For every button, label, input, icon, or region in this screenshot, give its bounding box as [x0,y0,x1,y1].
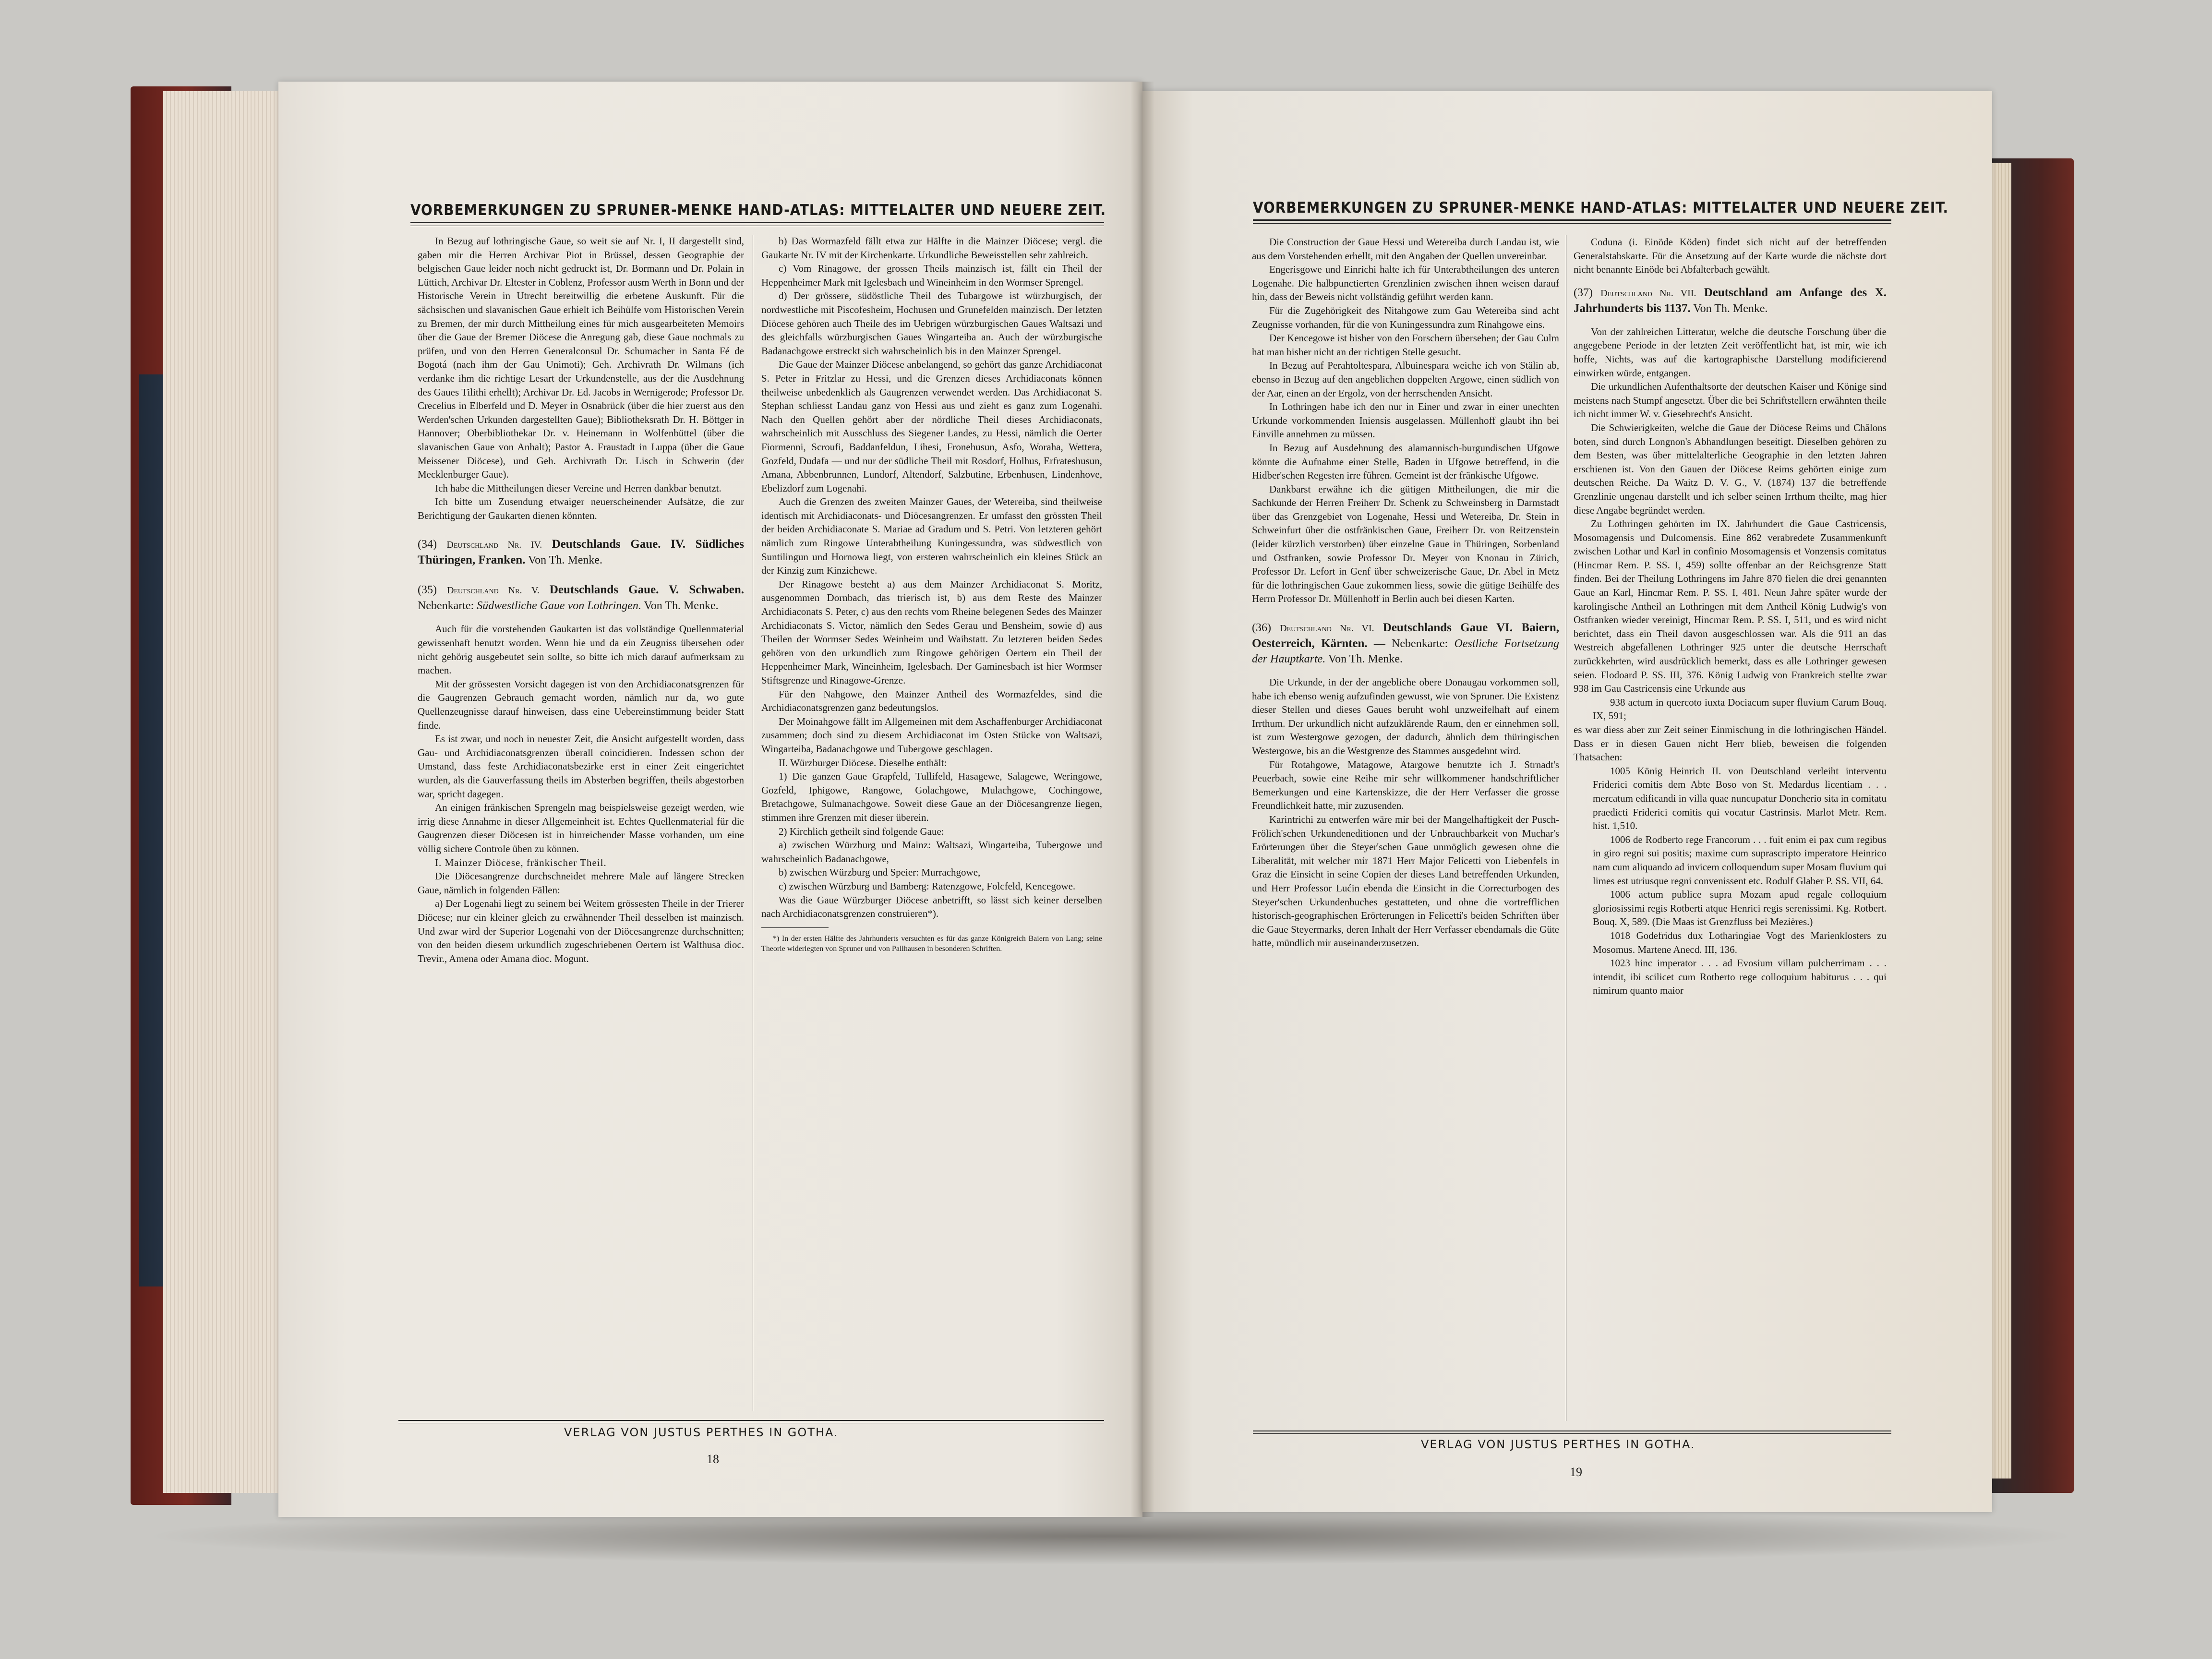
page-header: VORBEMERKUNGEN ZU SPRUNER-MENKE HAND-ATLAS: MITTELALTER UND NEUERE ZEIT. [410,202,1106,219]
left-page [278,82,1142,1517]
footnote-rule [761,927,829,928]
citation: 1023 hinc imperator . . . ad Evosium villam pulcherrimam . . . intendit, ibi scilicet cum Rotberto rege colloquium habiturus . . . qui nimirum quanto maior [1593,957,1887,997]
paragraph: Zu Lothringen gehörten im IX. Jahrhundert die Gaue Castricensis, Mosomagensis und Dulcomensis. Eine 862 verabredete Zusammenkunft zwischen Lothar und Karl in confinio Mosomagensis et Vonzensis comitatus (Hincmar Rem. P. SS. I, 459) sollte offenbar an der Reichsgrenze Statt finden. Bei der Theilung Lothringens im Jahre 870 fielen die drei genannten Gaue an Karl, Hincmar Rem. P. SS. I, 481. Neun Jahre später wurde der karolingische Antheil an Lothringen mit dem Antheil König Ludwig's von Ostfranken wieder vereinigt, Hincmar Rem. P. SS. I, 511, und es wird nicht berichtet, dass ein Theil davon ausgeschlossen war. Als die 911 an das Westreich abgefallenen Lothringer 925 unter die deutsche Herrschaft zurückkehrten, wird ausdrücklich bemerkt, dass es alle Lothringer gewesen seien. Flodoard P. SS. III, 376. König Ludwig von Frankreich stellte zwar 938 im Gau Castricensis eine Urkunde aus [1574,518,1887,695]
section-36-heading: (36) Deutschland Nr. VI. Deutschlands Gaue VI. Baiern, Oesterreich, Kärnten. — Nebenkarte: Oestliche Fortsetzung der Hauptkarte. Von Th. Menke. [1252,621,1559,666]
section-35-body [418,622,744,965]
paragraph: In Bezug auf lothringische Gaue, so weit sie auf Nr. I, II dargestellt sind, gaben mir die Herren Archivar Piot in Brüssel, dessen Geographie der belgischen Gaue leider noch nicht gedruckt ist, Dr. Bormann und Dr. Polain in Lüttich, Archivar Dr. Eltester in Coblenz, Professor ausm Werth in Bonn und der Historische Verein in Utrecht bereitwillig die erbetene Auskunft. Für die sächsischen und slavanischen Gaue erhielt ich Beihülfe vom Historischen Verein zu Bremen, der mir durch Mittheilung eines für mich ausgearbeiteten Memoirs über die Gaue der Bremer Diöcese die Anregung gab, diese Gaue nochmals zu prüfen, und von den Herren Generalconsul Dr. Schumacher in Santa Fé de Bogotá (nach ihm der Gau Unimoti); Geh. Archivrath Dr. Wilmans (ich verdanke ihm die richtige Lesart der Urkundenstelle, aus der die Ausdehnung des Gaues Tilithi erhellt); Archivar Dr. Ed. Jacobs in Wernigerode; Professor Dr. Crecelius in Elberfeld und D. Meyer in Osnabrück (über die hier zuerst aus den Werden'schen Urkunden dargestellten Gaue); Bibliotheksrath Dr. H. Böttger in Hannover; Oberbibliothekar Dr. v. Heinemann in Wolfenbüttel (über die slavanischen Gaue von Anhalt); Pastor A. Fraustadt in Luppa (über die Gaue Meissener Diöcese), und Geh. Archivrath Dr. Lisch in Schwerin (der Mecklenburger Gaue). [418,235,744,481]
paragraph: Für Rotahgowe, Matagowe, Atargowe benutzte ich J. Strnadt's Peuerbach, sowie eine Reihe mir sehr willkommener handschriftlicher Bemerkungen und eine Kartenskizze, die der Herr Verfasser die grosse Freundlichkeit hatte, mir zuzusenden. [1252,758,1559,812]
header-rule [1253,219,1891,221]
paragraph: b) zwischen Würzburg und Speier: Murrachgowe, [779,866,981,878]
paragraph: Was die Gaue Würzburger Diöcese anbetrifft, so lässt sich keiner derselben nach Archidiaconatsgrenzen construieren*). [761,894,1102,920]
paragraph: Auch für die vorstehenden Gaukarten ist das vollständige Quellenmaterial gewissenhaft benutzt worden. Wenn hie und da ein Zeugniss übersehen oder nicht gehörig ausgebeutet sein sollte, so bitte ich mich darauf aufmerksam zu machen. [418,623,744,676]
subheading: I. Mainzer Diöcese, fränkischer Theil. [435,856,607,868]
section-35-heading: (35) Deutschland Nr. V. Deutschlands Gaue. V. Schwaben. Nebenkarte: Südwestliche Gaue von Lothringen. Von Th. Menke. [418,583,744,613]
publisher-footer: VERLAG VON JUSTUS PERTHES IN GOTHA. [564,1426,839,1439]
section-37-author: Von Th. Menke. [1693,302,1768,315]
paragraph: Die Gaue der Mainzer Diöcese anbelangend, so gehört das ganze Archidiaconat S. Peter in Fritzlar zu Hessi, und die Grenzen dieses Archidiaconats können theilweise unbedenklich als Gaugrenzen verwendet werden. Das Archidiaconat S. Stephan schliesst Landau ganz von Hessi aus und zieht es ganz zum Logenahi. Nach den Quellen gehört aber der nördliche Theil dieses Archidiaconats, wahrscheinlich mit Ausschluss des Siegener Landes, zu Hessi, nämlich die Oerter Fiormenni, Scroufi, Baddanfeldun, Lihesi, Fronehusun, Asfo, Woraha, Wettera, Gozfeld, Dudafa — und nur der südliche Theil mit Rosdorf, Holhus, Erfrateshusun, Amana, Abbenbrunnen, Lundorf, Altendorf, Salzbutine, Erbenhusen, Lindenhove, Ebelizdorf zum Logenahi. [761,359,1102,494]
paragraph: 1) Die ganzen Gaue Grapfeld, Tullifeld, Hasagewe, Salagewe, Weringowe, Gozfeld, Iphigowe, Rangowe, Golachgowe, Mulachgowe, Cochingowe, Bretachgowe, Sulmanachgowe. Soweit diese Gaue an der Diöcesangrenze liegen, stimmen ihre Grenzen mit dieser überein. [761,770,1102,823]
column-2 [1574,235,1887,1423]
paragraph: An einigen fränkischen Sprengeln mag beispielsweise gezeigt werden, wie irrig diese Annahme in dieser Allgemeinheit ist. Echtes Quellenmaterial für die Gaugrenzen dieser Diöcesen ist in hinreichender Masse vorhanden, um eine völlig sichere Controle üben zu können. [418,802,744,854]
paragraph: c) zwischen Würzburg und Bamberg: Ratenzgowe, Folcfeld, Kencegowe. [779,880,1076,892]
page-number: 19 [1570,1465,1582,1479]
paragraph: d) Der grössere, südöstliche Theil des Tubargowe ist würzburgisch, der nordwestliche mit Piscofesheim, Hochusen und Grunefelden mainzisch. Der letzten Diöcese gehören auch Theile des im Uebrigen würzburgischen Gaues Waltsazi und des gleichfalls würzburgischen Gaues Wingarteiba an. Auch der würzburgische Badanachgowe erstreckt sich wahrscheinlich bis in den Mainzer Sprengel. [761,290,1102,357]
intro-paragraphs [1252,235,1559,606]
section-37-title: Deutschland am Anfange des X. Jahrhunderts bis 1137. [1574,286,1887,315]
page-edges-left [163,91,298,1493]
paragraph: Die urkundlichen Aufenthaltsorte der deutschen Kaiser und Könige sind meistens nach Stumpf angesetzt. Über die bei Schriftstellern erwähnten theile ich nicht immer W. v. Giesebrecht's Ansicht. [1574,381,1887,420]
intro-paragraphs [418,234,744,522]
paragraph: Die Diöcesangrenze durchschneidet mehrere Male auf längere Strecken Gaue, nämlich in folgenden Fällen: [418,870,744,896]
paragraph: a) Der Logenahi liegt zu seinem bei Weitem grössesten Theile in der Trierer Diöcese; nur ein kleiner gleich zu erwähnender Theil desselben ist mainzisch. Und zwar wird der Superior Logenahi von der Diöcesangrenze durchschnitten; von den beiden diesem urkundlich zugeschriebenen Oertern ist Walthusa dioc. Trevir., Amena oder Amana dioc. Mogunt. [418,898,744,964]
book-gutter [1130,82,1154,1517]
paragraph: Der Kencegowe ist bisher von den Forschern übersehen; der Gau Culm hat man bisher nicht an der richtigen Stelle gesucht. [1252,332,1559,358]
column-1 [1252,235,1559,1426]
footer-rule [398,1420,1104,1421]
citation: 1006 actum publice supra Mozam apud regale colloquium gloriosissimi regis Rotberti atque Henrici regis serenissimi. Kg. Rotbert. Bouq. X, 589. (Die Maas ist Grenzfluss bei Mezières.) [1593,889,1887,928]
paragraph: Die Urkunde, in der der angebliche obere Donaugau vorkommen soll, habe ich ebenso wenig aufzufinden gewusst, wie von Spruner. Die Existenz dieser Stellen und dieses Gaues beruht wohl unzweifelhaft auf einem Irrthum. Der urkundlich nicht aufzuklärende Raum, den er einnehmen soll, ist zum Westergowe gezogen, der dadurch, ähnlich dem thüringischen Westergowe, bis an die Westgrenze des Stammes ausgedehnt wird. [1252,676,1559,757]
header-rule-thin [1253,223,1891,224]
paragraph: Auch die Grenzen des zweiten Mainzer Gaues, der Wetereiba, sind theilweise identisch mit Archidiaconats- und Diöcesangrenzen. Er umfasst den grössten Theil der beiden Archidiaconate S. Mariae ad Gradum und S. Petri. Von letzteren gehört nämlich zum Ringowe Unterabtheilung Kuningessundra, was südwestlich von Suntilingun und Hornowa liegt, von ersteren wahrscheinlich ein kleines Stück an der Kinzig zum Kinzichewe. [761,496,1102,577]
page-header: VORBEMERKUNGEN ZU SPRUNER-MENKE HAND-ATLAS: MITTELALTER UND NEUERE ZEIT. [1253,199,1949,216]
page-number: 18 [707,1452,719,1466]
paragraph: Der Rinagowe besteht a) aus dem Mainzer Archidiaconat S. Moritz, ausgenommen Dornbach, das trierisch ist, b) aus dem Reste des Mainzer Archidiaconats S. Peter, c) aus den rechts vom Rheine belegenen Sedes des Mainzer Archidiaconats S. Victor, nämlich den Sedes Gerau und Bensheim, sowie d) aus Theilen der Wormser Sedes Weinheim und Waibstatt. Zu letzteren beiden Sedes gehören von den urkundlich zum Ringowe gehörigen Oertern ein Theil der Heppenheimer Mark, Wineinheim, Igelesbach. Der Gaminesbach ist hier Wormser Stiftsgrenze und Rinagowe-Grenze. [761,578,1102,686]
paragraph: c) Vom Rinagowe, der grossen Theils mainzisch ist, fällt ein Theil der Heppenheimer Mark mit Igelesbach und Wineinheim in den Wormser Sprengel. [761,263,1102,288]
paragraph: In Bezug auf Perahtoltespara, Albuinespara weiche ich von Stälin ab, ebenso in Bezug auf den angeblichen doppelten Argowe, einen südlich von der Aar, einen an der Ergolz, von der herrschenden Ansicht. [1252,360,1559,399]
footer-rule-thin [1253,1433,1891,1434]
paragraph: Für die Zugehörigkeit des Nitahgowe zum Gau Wetereiba sind acht Zeugnisse vorhanden, für die von Kuningessundra zum Rinahgowe eins. [1252,304,1559,330]
paragraph: Dankbarst erwähne ich die gütigen Mittheilungen, die mir die Sachkunde der Herren Freiherr Dr. Schenk zu Schweinsberg in Darmstadt über das Grenzgebiet von Logenahe, Hessi und Wetereiba, Dr. Stein in Schweinfurt über die ostfränkischen Gaue, Freiherr Dr. von Reitzenstein (leider kürzlich verstorben) über einzelne Gaue in Thüringen, Sorbenland und Ostfranken, sowie Professor Dr. Meyer von Knonau in Zürich, Professor Dr. Lefort in Genf über schweizerische Gaue, Dr. Abel in Metz für die lothringischen Gaue zukommen liess, sowie die gütige Beihülfe des Herrn Professor Dr. Müllenhoff in Berlin auch bei diesen Karten. [1252,483,1559,605]
section-37-heading: (37) Deutschland Nr. VII. Deutschland am Anfange des X. Jahrhunderts bis 1137. Von Th. Menke. [1574,286,1887,315]
section-36-body [1252,675,1559,950]
paragraph: Coduna (i. Einöde Köden) findet sich nicht auf der betreffenden Generalstabskarte. Für die Ansetzung auf der Karte wurde die nächste dort nicht benannte Einöde bei Abfalterbach gewählt. [1574,236,1887,276]
paragraph: In Bezug auf Ausdehnung des alamannisch-burgundischen Ufgowe könnte die Aufnahme einer Stelle, Baden in Ufgowe betreffend, in die Hidber'schen Regesten irre führen. Gemeint ist der fränkische Ufgowe. [1252,442,1559,481]
paragraph: Karintrichi zu entwerfen wäre mir bei der Mangelhaftigkeit der Pusch-Frölich'schen Urkundeneditionen und der Unbrauchbarkeit von Muchar's Erörterungen über die Steyer'schen Gaue unmöglich gewesen ohne die Liberalität, mit welcher mir 1871 Herr Major Felicetti von Liebenfels in Graz die Einsicht in seine Copien der dieses Land betreffenden Urkunden, und Herr Professor Lućin ebenda die Einsicht in die Correcturbogen des Steyer'schen Urkundenbuches gestatteten, und ohne die vortrefflichen historisch-geographischen Erörterungen in Felicetti's beiden Schriften über die Gaue Steyermarks, deren Inhalt der Herr Verfasser ebendamals die Güte hatte, mündlich mir auseinanderzusetzen. [1252,813,1559,949]
paragraph: 2) Kirchlich getheilt sind folgende Gaue: [779,825,944,837]
paragraph: a) zwischen Würzburg und Mainz: Waltsazi, Wingarteiba, Tubergowe und wahrscheinlich Badanachgowe, [761,839,1102,865]
paragraph: Ich bitte um Zusendung etwaiger neuerscheinender Aufsätze, die zur Berichtigung der Gaukarten dienen könnten. [418,496,744,521]
section-35-subtitle: Südwestliche Gaue von Lothringen. [477,600,641,613]
paragraph: Von der zahlreichen Litteratur, welche die deutsche Forschung über die angegebene Periode in der letzten Zeit veröffentlicht hat, ist mir, wie ich hoffe, Nichts, was auf die kartographische Darstellung modificierend einwirken würde, entgangen. [1574,325,1887,379]
paragraph: b) Das Wormazfeld fällt etwa zur Hälfte in die Mainzer Diöcese; vergl. die Gaukarte Nr. IV mit der Kirchenkarte. Urkundliche Beweisstellen sehr zahlreich. [761,235,1102,261]
paragraph: Für den Nahgowe, den Mainzer Antheil des Wormazfeldes, sind die Archidiaconatsgrenzen ganz bedeutungslos. [761,688,1102,714]
citation: 1005 König Heinrich II. von Deutschland verleiht interventu Friderici comitis dem Abte Boso von St. Medardus licentiam . . . mercatum edificandi in villa quae nuncupatur Doncherio sita in comitatu praedicti Friderici comitis qui vocatur Castrinsis. Marlot Metr. Rem. hist. 1,510. [1593,765,1887,832]
citation: 938 actum in quercoto iuxta Dociacum super fluvium Carum Bouq. IX, 591; [1593,696,1887,722]
paragraph: Der Moinahgowe fällt im Allgemeinen mit dem Aschaffenburger Archidiaconat zusammen; doch sind zu diesem Archidiaconat im Osten Stücke von Waltsazi, Wingarteiba, Badanachgowe und Tubergowe geschlagen. [761,715,1102,755]
paragraph: Engerisgowe und Einrichi halte ich für Unterabtheilungen des unteren Logenahe. Die halbpunctierten Grenzlinien zwischen ihnen weisen darauf hin, dass der Beweis nicht vollständig geführt werden kann. [1252,264,1559,303]
paragraph: Es ist zwar, und noch in neuester Zeit, die Ansicht aufgestellt worden, dass Gau- und Archidiaconatsgrenzen überall coincidieren. Indessen schon der Umstand, dass feste Archidiaconatsbezirke erst in einer Zeit eingerichtet wurden, als die Gauverfassung theils im Absterben begriffen, theils abgestorben war, spricht dagegen. [418,733,744,800]
section-36-subtitle: Oestliche Fortsetzung der Hauptkarte. [1252,637,1559,666]
section-36-title: Deutschlands Gaue VI. Baiern, Oesterreich, Kärnten. [1252,621,1559,650]
publisher-footer: VERLAG VON JUSTUS PERTHES IN GOTHA. [1421,1438,1695,1451]
paragraph: es war diess aber zur Zeit seiner Einmischung in die lothringischen Händel. Dass er in diesen Gauen nicht Herr blieb, beweisen die folgenden Thatsachen: [1574,724,1887,763]
paragraph: Ich habe die Mittheilungen dieser Vereine und Herren dankbar benutzt. [435,482,721,494]
section-36-author: Von Th. Menke. [1328,653,1403,666]
section-35-author: Von Th. Menke. [644,600,719,613]
paragraph: Die Construction der Gaue Hessi und Wetereiba durch Landau ist, wie aus dem Vorstehenden erhellt, mit den Angaben der Quellen unvereinbar. [1252,236,1559,262]
header-rule [410,222,1104,223]
paragraph: Mit der grössesten Vorsicht dagegen ist von den Archidiaconatsgrenzen für die Gaugrenzen Gebrauch gemacht worden, nämlich nur da, wo gute Quellenzeugnisse darauf hinweisen, dass eine Uebereinstimmung beider Statt finde. [418,678,744,731]
paragraph: In Lothringen habe ich den nur in Einer und zwar in einer unechten Urkunde vorkommenden Iniensis ausgelassen. Müllenhoff glaubt ihn bei Einville annehmen zu müssen. [1252,401,1559,440]
column-2 [761,234,1102,1406]
paragraph: Die Schwierigkeiten, welche die Gaue der Diöcese Reims und Châlons boten, sind durch Longnon's Abhandlungen beseitigt. Dieselben gehören zu dem Besten, was über mittelalterliche Geographie in den letzten Jahren erschienen ist. Von den Gauen der Diöcese Reims gehörten einige zum deutschen Reiche. Da Waitz D. V. G., V. (1874) 137 die betreffende Grenzlinie ungenau darstellt und ich selber seinen Irrthum theilte, mag hier diese Angabe begründet werden. [1574,421,1887,516]
footnote: *) In der ersten Hälfte des Jahrhunderts versuchten es für das ganze Königreich Baiern von Lang; seine Theorie widerlegten von Spruner und von Pallhausen in besonderen Schriften. [761,934,1102,953]
section-34-author: Von Th. Menke. [528,554,603,567]
section-35-title: Deutschlands Gaue. V. Schwaben. [549,583,744,597]
right-page [1142,91,1992,1512]
section-34-title: Deutschlands Gaue. IV. Südliches Thüringen, Franken. [418,538,744,567]
section-34-heading: (34) Deutschland Nr. IV. Deutschlands Gaue. IV. Südliches Thüringen, Franken. Von Th. Menke. [418,538,744,567]
citation: 1018 Godefridus dux Lotharingiae Vogt des Marienklosters zu Mosomus. Martene Anecd. III, 136. [1593,929,1887,955]
column-1 [418,234,744,1403]
subheading: II. Würzburger Diöcese. Dieselbe enthält: [779,757,947,769]
citation: 1006 de Rodberto rege Francorum . . . fuit enim ei pax cum regibus in giro regni sui positis; maxime cum suprascripto imperatore Heinrico nam cum aliquando ad invicem colloquendum super Mosam fluvium qui limes est utriusque regni convenissent etc. Rodulf Glaber P. SS. VII, 64. [1593,833,1887,887]
